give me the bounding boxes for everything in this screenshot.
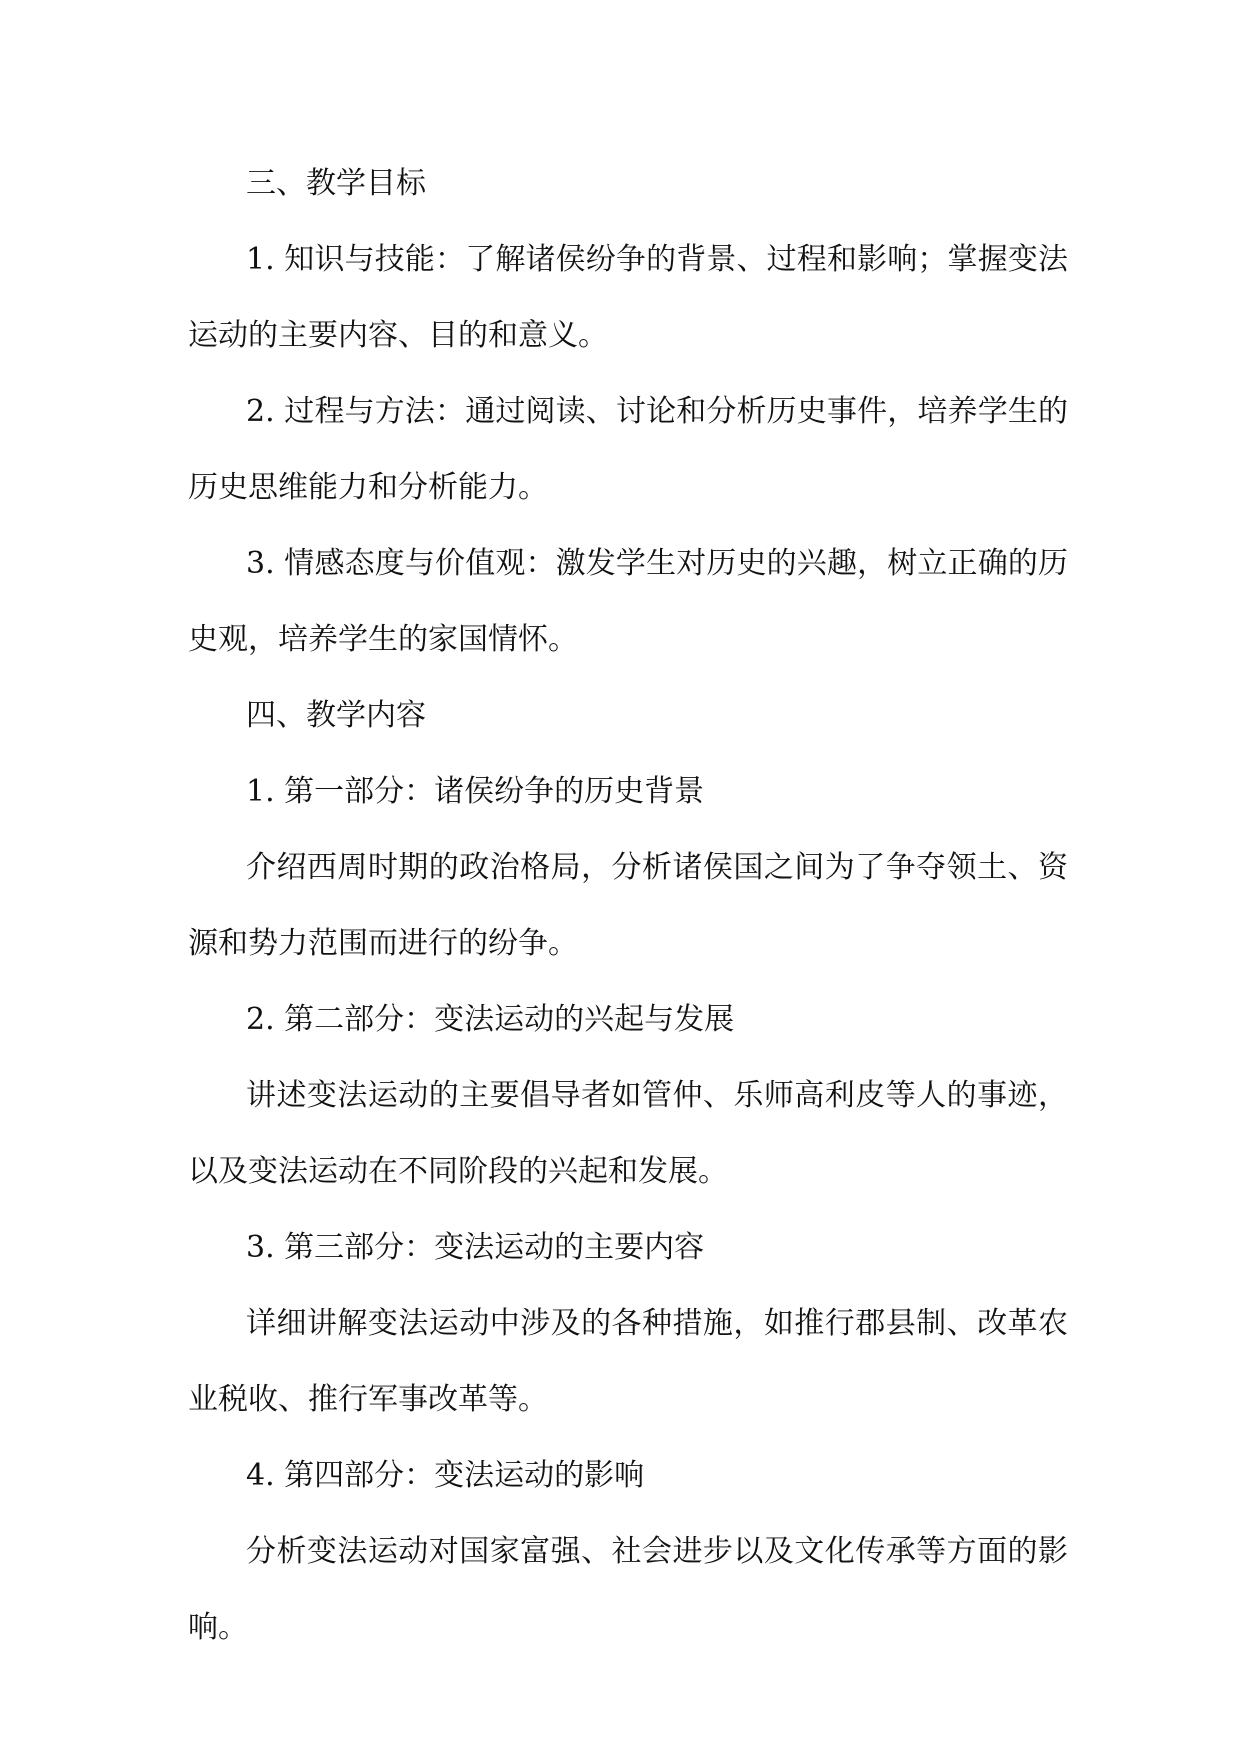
goal-emotion-values: 3. 情感态度与价值观：激发学生对历史的兴趣，树立正确的历史观，培养学生的家国情怀。	[188, 546, 1068, 657]
content-part-1-body: 介绍西周时期的政治格局，分析诸侯国之间为了争夺领土、资源和势力范围而进行的纷争。	[188, 850, 1068, 961]
goal-process-methods: 2. 过程与方法：通过阅读、讨论和分析历史事件，培养学生的历史思维能力和分析能力。	[188, 394, 1068, 505]
content-part-4-body: 分析变法运动对国家富强、社会进步以及文化传承等方面的影响。	[188, 1534, 1068, 1645]
section-heading-teaching-content: 四、教学内容	[246, 698, 426, 733]
content-part-4-title: 4. 第四部分：变法运动的影响	[246, 1458, 645, 1493]
document-body	[188, 146, 1068, 1666]
content-part-2-body: 讲述变法运动的主要倡导者如管仲、乐师高利皮等人的事迹，以及变法运动在不同阶段的兴起和发展。	[188, 1078, 1068, 1189]
goal-knowledge-skills: 1. 知识与技能：了解诸侯纷争的背景、过程和影响；掌握变法运动的主要内容、目的和意义。	[188, 242, 1068, 353]
content-part-2-title: 2. 第二部分：变法运动的兴起与发展	[246, 1002, 735, 1037]
content-part-1-title: 1. 第一部分：诸侯纷争的历史背景	[246, 774, 705, 809]
content-part-3-title: 3. 第三部分：变法运动的主要内容	[246, 1230, 705, 1265]
content-part-3-body: 详细讲解变法运动中涉及的各种措施，如推行郡县制、改革农业税收、推行军事改革等。	[188, 1306, 1068, 1417]
section-heading-teaching-goals: 三、教学目标	[246, 166, 426, 201]
